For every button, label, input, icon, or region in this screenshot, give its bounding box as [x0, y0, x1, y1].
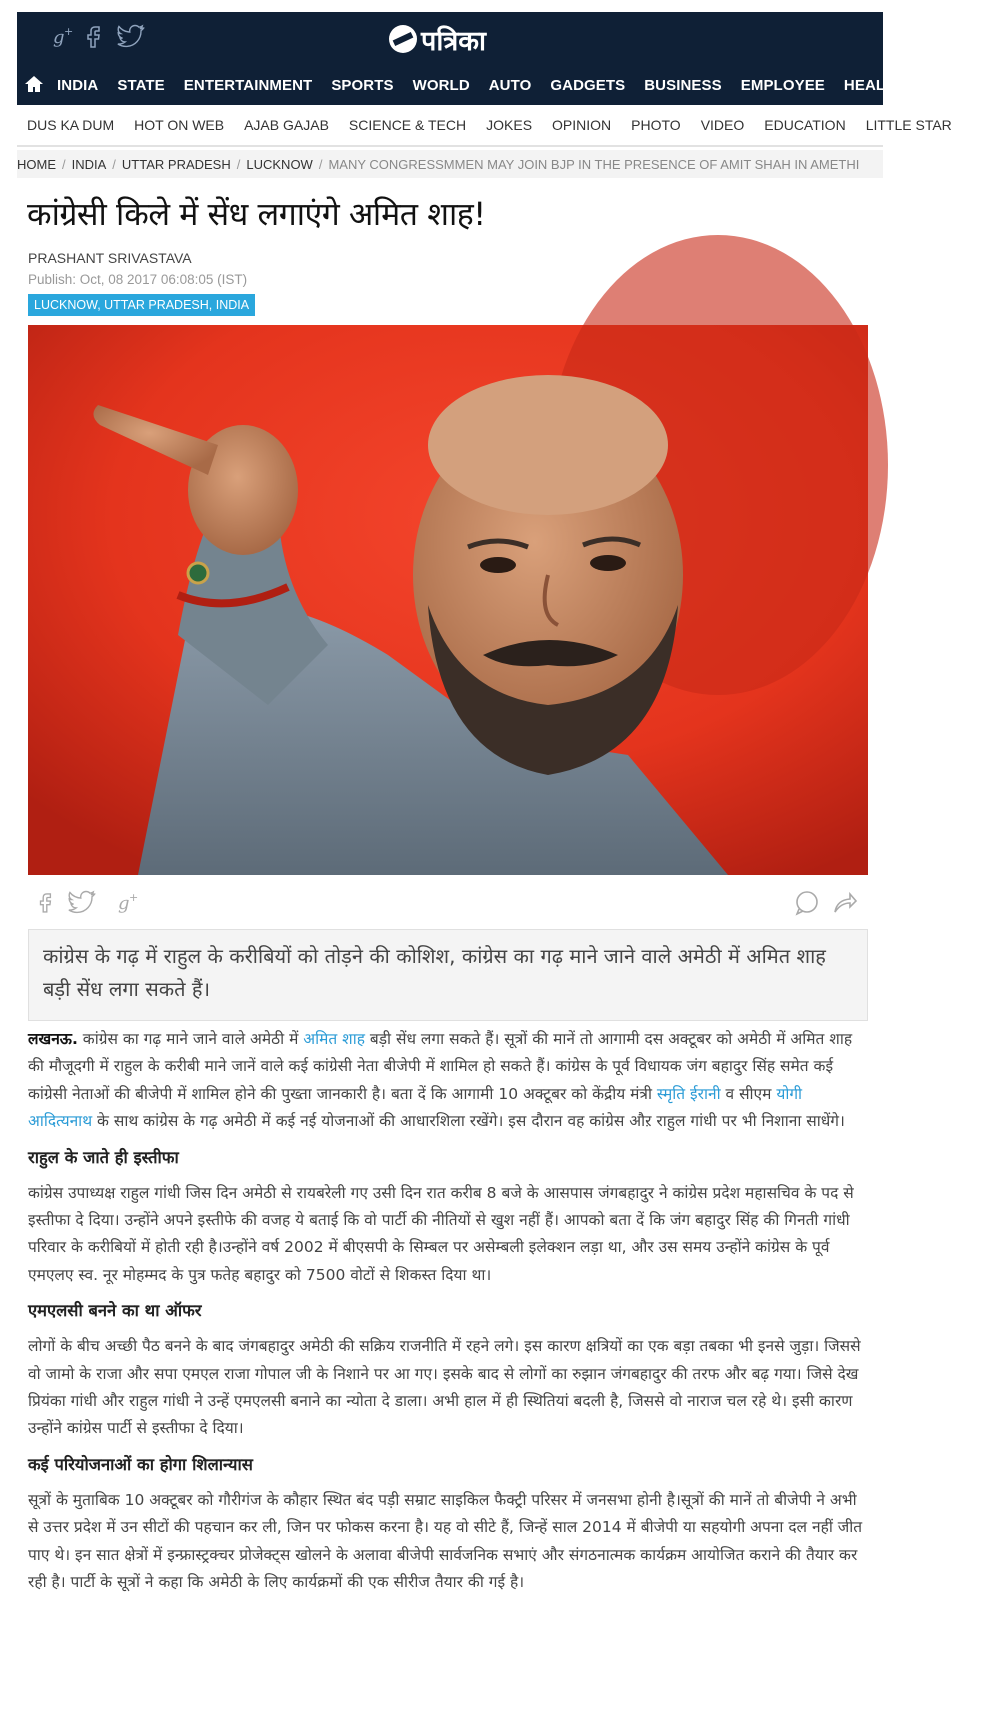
main-nav-item-business[interactable]: BUSINESS [644, 76, 722, 94]
sub-nav-item-science-tech[interactable]: SCIENCE & TECH [348, 117, 467, 133]
breadcrumb-separator: / [318, 156, 323, 172]
sub-nav [17, 105, 952, 147]
breadcrumb-separator: / [236, 156, 241, 172]
facebook-icon[interactable] [36, 890, 54, 918]
paragraph-text: व सीएम [720, 1084, 777, 1103]
main-nav-item-world[interactable]: WORLD [412, 76, 470, 94]
dateline: लखनऊ. [28, 1030, 78, 1048]
subheading-projects: कई परियोजनाओं का होगा शिलान्यास [28, 1454, 253, 1474]
sub-nav-item-video[interactable]: VIDEO [700, 117, 745, 133]
paragraph-text: के साथ कांग्रेस के गढ़ अमेठी में कई नई योजनाओं की आधारशिला रखेंगे। इस दौरान वह कांग्रेस औऱ राहुल गांधी पर भी निशाना साधेंगे। [92, 1112, 845, 1131]
main-nav-item-sports[interactable]: SPORTS [331, 76, 394, 94]
article-title: कांग्रेसी किले में सेंध लगाएंगे अमित शाह! [27, 195, 486, 233]
paragraph-1 [28, 1026, 868, 1136]
facebook-icon[interactable] [83, 24, 103, 56]
comment-icon[interactable] [794, 890, 820, 920]
share-bar [28, 886, 868, 920]
home-icon[interactable] [23, 73, 45, 95]
sub-nav-item-dus-ka-dum[interactable]: DUS KA DUM [27, 117, 115, 133]
twitter-icon[interactable] [117, 24, 145, 56]
site-logo[interactable] [389, 21, 486, 57]
paragraph-text: बड़ी सेंध लगा सकते हैं। सूत्रों की मानें तो आगामी दस अक्टूबर को अमेठी में अमित शाह की मौजूदगी में राहुल के करीबी माने जानें वाले कई कांग्रेसी नेता बीजेपी में शामिल हो सकते हैं। कांग्रेस के पूर्व विधायक जंग बहादुर सिंह समेत कई कांग्रेसी नेताओं की बीजेपी में शामिल होने की पुख्ता जानकारी है। बता दें कि आगामी 10 अक्टूबर को केंद्रीय मंत्री [28, 1030, 853, 1103]
link-yogi-adityanath[interactable]: योगी आदित्यनाथ [28, 1084, 803, 1131]
sub-nav-item-opinion[interactable]: OPINION [552, 117, 612, 133]
svg-text:+: + [129, 891, 139, 904]
top-header [17, 12, 883, 65]
paragraph-4: सूत्रों के मुताबिक 10 अक्टूबर को गौरीगंज के कौहार स्थित बंद पड़ी सम्राट साइकिल फैक्ट्री परिसर में जनसभा होनी है।सूत्रों की मानें तो बीजेपी ने अभी से उत्तर प्रदेश में उन सीटों की पहचान कर ली, जिन पर फोकस करना है। यह वो सीटे हैं, जिन्हें साल 2014 में बीजेपी या सहयोगी अपना दल नहीं जीत पाए थे। इन सात क्षेत्रों में इन्फ्रास्ट्रक्चर प्रोजेक्ट्स खोलने के अलावा बीजेपी सार्वजनिक सभाएं और संगठनात्मक कार्यक्रम आयोजित कराने की तैयार कर रही है। पार्टी के सूत्रों ने कहा कि अमेठी के लिए कार्यक्रमों की एक सीरीज तैयार की गई है। [28, 1490, 863, 1592]
main-nav-item-gadgets[interactable]: GADGETS [550, 76, 626, 94]
breadcrumb-separator: / [62, 156, 66, 172]
sub-nav-item-jokes[interactable]: JOKES [486, 117, 533, 133]
paragraph-text: कांग्रेस का गढ़ माने जाने वाले अमेठी में [77, 1030, 304, 1048]
breadcrumb-item[interactable]: INDIA [71, 156, 107, 172]
google-plus-icon[interactable] [116, 890, 140, 918]
breadcrumb-item[interactable]: HOME [17, 156, 56, 172]
link-smriti-irani[interactable]: स्मृति ईरानी [656, 1084, 721, 1103]
main-nav-item-state[interactable]: STATE [117, 76, 165, 94]
breadcrumb [17, 150, 883, 178]
google-plus-icon[interactable] [51, 24, 75, 56]
article-body [28, 1026, 868, 1607]
logo-mark-icon [389, 25, 417, 53]
main-nav-item-auto[interactable]: AUTO [488, 76, 532, 94]
sub-nav-item-photo[interactable]: PHOTO [631, 117, 681, 133]
twitter-icon[interactable] [68, 890, 96, 918]
subheading-resignation: राहुल के जाते ही इस्तीफा [28, 1147, 179, 1167]
main-nav-items [57, 65, 995, 105]
sub-nav-item-little-star[interactable]: LITTLE STAR [865, 117, 952, 133]
svg-text:g: g [118, 893, 130, 914]
main-nav [17, 65, 977, 105]
location-tag[interactable]: LUCKNOW, UTTAR PRADESH, INDIA [28, 294, 255, 316]
breadcrumb-current: MANY CONGRESSMMEN MAY JOIN BJP IN THE PRESENCE OF AMIT SHAH IN AMETHI [328, 156, 860, 172]
subheading-mlc-offer: एमएलसी बनने का था ऑफर [28, 1301, 202, 1321]
main-nav-item-health[interactable]: HEALTH [843, 76, 905, 94]
breadcrumb-item[interactable]: UTTAR PRADESH [121, 156, 231, 172]
main-nav-item-employee[interactable]: EMPLOYEE [740, 76, 825, 94]
paragraph-2: कांग्रेस उपाध्यक्ष राहुल गांधी जिस दिन अमेठी से रायबरेली गए उसी दिन रात करीब 8 बजे के आसपास जंगबहादुर ने कांग्रेस प्रदेश महासचिव के पद से इस्तीफा दे दिया। उन्होंने अपने इस्तीफे की वजह ये बताई कि वो पार्टी की नीतियों से खुश नहीं हैं। आपको बता दें कि जंग बहादुर सिंह की गिनती गांधी परिवार के करीबियों में होती रही है।उन्होंने वर्ष 2002 में बीएसपी के सिम्बल पर असेम्बली इलेक्शन लड़ा था, और उस समय उन्होंने कांग्रेस के पूर्व एमएलए स्व. नूर मोहम्मद के पुत्र फतेह बहादुर को 7500 वोटों से शिकस्त दिया था। [28, 1183, 854, 1284]
main-nav-item-india[interactable]: INDIA [57, 76, 99, 94]
sub-nav-item-ajab-gajab[interactable]: AJAB GAJAB [244, 117, 329, 133]
logo-text: पत्रिका [421, 25, 486, 57]
share-icon[interactable] [832, 890, 858, 920]
sub-nav-item-hot-on-web[interactable]: HOT ON WEB [134, 117, 225, 133]
svg-text:+: + [64, 25, 74, 38]
breadcrumb-item[interactable]: LUCKNOW [246, 156, 313, 172]
main-nav-item-astro[interactable]: ASTRO [923, 76, 977, 94]
publish-date: Publish: Oct, 08 2017 06:08:05 (IST) [28, 272, 248, 287]
article-summary [28, 929, 868, 1021]
summary-text: कांग्रेस के गढ़ में राहुल के करीबियों को तोड़ने की कोशिश, कांग्रेस का गढ़ माने जाने वाले अमेठी में अमित शाह बड़ी सेंध लगा सकते हैं। [43, 944, 826, 1001]
article-hero-image [28, 325, 868, 875]
breadcrumb-separator: / [112, 156, 116, 172]
author-name[interactable]: PRASHANT SRIVASTAVA [28, 250, 192, 266]
sub-nav-item-education[interactable]: EDUCATION [764, 117, 846, 133]
svg-text:g: g [53, 27, 65, 48]
main-nav-item-entertainment[interactable]: ENTERTAINMENT [183, 76, 313, 94]
paragraph-3: लोगों के बीच अच्छी पैठ बनने के बाद जंगबहादुर अमेठी की सक्रिय राजनीति में रहने लगे। इस कारण क्षत्रियों का एक बड़ा तबका भी इनसे जुड़ा। जिससे वो जामो के राजा और सपा एमएल राजा गोपाल जी के निशाने पर आ गए। इसके बाद से लोगों का रुझान जंगबहादुर की तरफ और बढ़ गया। जिसे देख प्रियंका गांधी और राहुल गांधी ने उन्हें एमएलसी बनाने का न्योता दे डाला। अभी हाल में ही स्थितियां बदली है, जिससे वो नाराज चल रहे थे। इसी कारण उन्होंने कांग्रेस पार्टी से इस्तीफा दे दिया। [28, 1337, 861, 1438]
link-amit-shah[interactable]: अमित शाह [303, 1030, 365, 1048]
